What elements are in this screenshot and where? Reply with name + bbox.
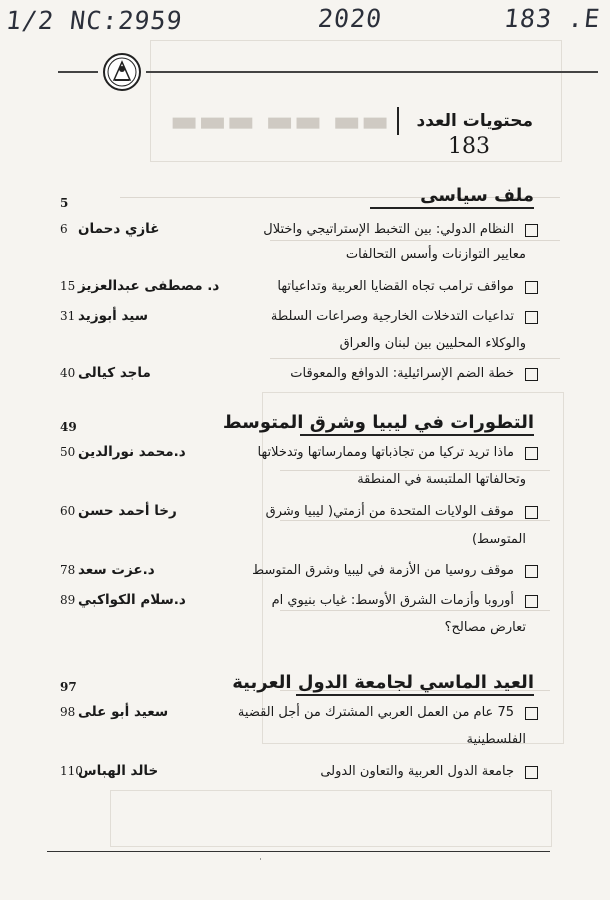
checkbox-bullet-icon	[525, 707, 538, 720]
entry-page: 50	[60, 445, 76, 459]
entry-author: ماجد كيالى	[78, 365, 151, 381]
entry-author: سعيد أبو على	[78, 704, 169, 720]
footer-mark: ˙	[258, 858, 263, 869]
toc-entry	[60, 762, 538, 784]
toc-entry	[60, 703, 538, 725]
section-heading: العيد الماسي لجامعة الدول العربية	[232, 672, 534, 693]
section-underline	[370, 207, 534, 209]
checkbox-bullet-icon	[525, 565, 538, 578]
entry-author: رخا أحمد حسن	[78, 503, 177, 519]
toc-title: محتويات العدد	[416, 111, 533, 131]
entry-page: 60	[60, 504, 76, 518]
entry-page: 40	[60, 366, 76, 380]
entry-author: د. مصطفى عبدالعزيز	[78, 278, 220, 294]
entry-title: موقف الولايات المتحدة من أزمتي( ليبيا وشرق	[265, 504, 514, 519]
entry-author: د.سلام الكواكبي	[78, 592, 186, 608]
entry-page: 98	[60, 705, 76, 719]
checkbox-bullet-icon	[525, 766, 538, 779]
section-page: 97	[60, 680, 77, 694]
entry-page: 15	[60, 279, 76, 293]
handwritten-year: 2020	[316, 4, 384, 33]
entry-title-continuation: المتوسط)	[471, 532, 526, 547]
entry-title: جامعة الدول العربية والتعاون الدولى	[320, 764, 514, 779]
section-underline	[300, 434, 534, 436]
entry-page: 78	[60, 563, 76, 577]
entry-title: تداعيات التدخلات الخارجية وصراعات السلطة	[270, 309, 514, 324]
checkbox-bullet-icon	[525, 281, 538, 294]
section-heading: التطورات في ليبيا وشرق المتوسط	[222, 412, 534, 433]
entry-author: د.محمد نورالدين	[78, 444, 186, 460]
entry-title-continuation: وتحالفاتها الملتبسة في المنطقة	[357, 472, 526, 487]
checkbox-bullet-icon	[525, 224, 538, 237]
entry-title: أوروبا وأزمات الشرق الأوسط: غياب بنيوي ام	[271, 593, 514, 608]
entry-author: غازي دحمان	[78, 221, 160, 237]
entry-title-continuation: والوكلاء المحليين بين لبنان والعراق	[339, 336, 526, 351]
issue-number: 183	[448, 134, 490, 159]
toc-entry	[60, 307, 538, 329]
entry-title: مواقف ترامب تجاه القضايا العربية وتداعياتها	[277, 279, 514, 294]
entry-author: د.عزت سعد	[78, 562, 155, 578]
checkbox-bullet-icon	[525, 311, 538, 324]
entry-title: النظام الدولي: بين التخبط الإستراتيجي واختلال	[263, 222, 514, 237]
toc-entry	[60, 591, 538, 613]
checkbox-bullet-icon	[525, 368, 538, 381]
ghost-line	[270, 358, 560, 359]
entry-title: موقف روسيا من الأزمة في ليبيا وشرق المتوسط	[252, 563, 514, 578]
toc-entry	[60, 561, 538, 583]
entry-page: 6	[60, 222, 68, 236]
logo-divider	[58, 71, 98, 73]
handwritten-issue-code: 183 .E	[502, 4, 602, 33]
entry-page: 110	[60, 764, 83, 778]
entry-title: ماذا تريد تركيا من تجاذباتها وممارساتها وتدخلاتها	[257, 445, 514, 460]
toc-entry	[60, 277, 538, 299]
checkbox-bullet-icon	[525, 595, 538, 608]
entry-title-continuation: تعارض مصالح؟	[444, 620, 526, 635]
toc-entry	[60, 443, 538, 465]
toc-entry	[60, 364, 538, 386]
title-separator	[397, 107, 399, 135]
logo-divider	[146, 71, 598, 73]
ghost-box	[110, 790, 552, 847]
section-underline	[296, 694, 534, 696]
publication-emblem-icon	[102, 52, 142, 92]
entry-page: 89	[60, 593, 76, 607]
section-heading: ملف سياسى	[420, 185, 534, 206]
ghost-heading: ▬▬▬ ▬▬ ▬▬	[170, 104, 390, 139]
toc-entry	[60, 502, 538, 524]
entry-page: 31	[60, 309, 76, 323]
bottom-rule	[47, 851, 550, 852]
entry-title-continuation: الفلسطينية	[466, 732, 526, 747]
toc-entry	[60, 220, 538, 242]
ghost-line	[280, 470, 550, 471]
section-page: 5	[60, 196, 69, 210]
entry-author: سيد أبوزيد	[78, 308, 149, 324]
entry-title-continuation: معايير التوازنات وأسس التحالفات	[345, 247, 526, 262]
entry-title: 75 عام من العمل العربي المشترك من أجل القضية	[237, 705, 514, 720]
logo-row	[58, 52, 598, 92]
entry-author: خالد الهباس	[78, 763, 159, 779]
entry-title: خطة الضم الإسرائيلية: الدوافع والمعوقات	[290, 366, 514, 381]
handwritten-reference: 1/2 NC:2959	[4, 6, 185, 35]
section-page: 49	[60, 420, 77, 434]
checkbox-bullet-icon	[525, 506, 538, 519]
checkbox-bullet-icon	[525, 447, 538, 460]
